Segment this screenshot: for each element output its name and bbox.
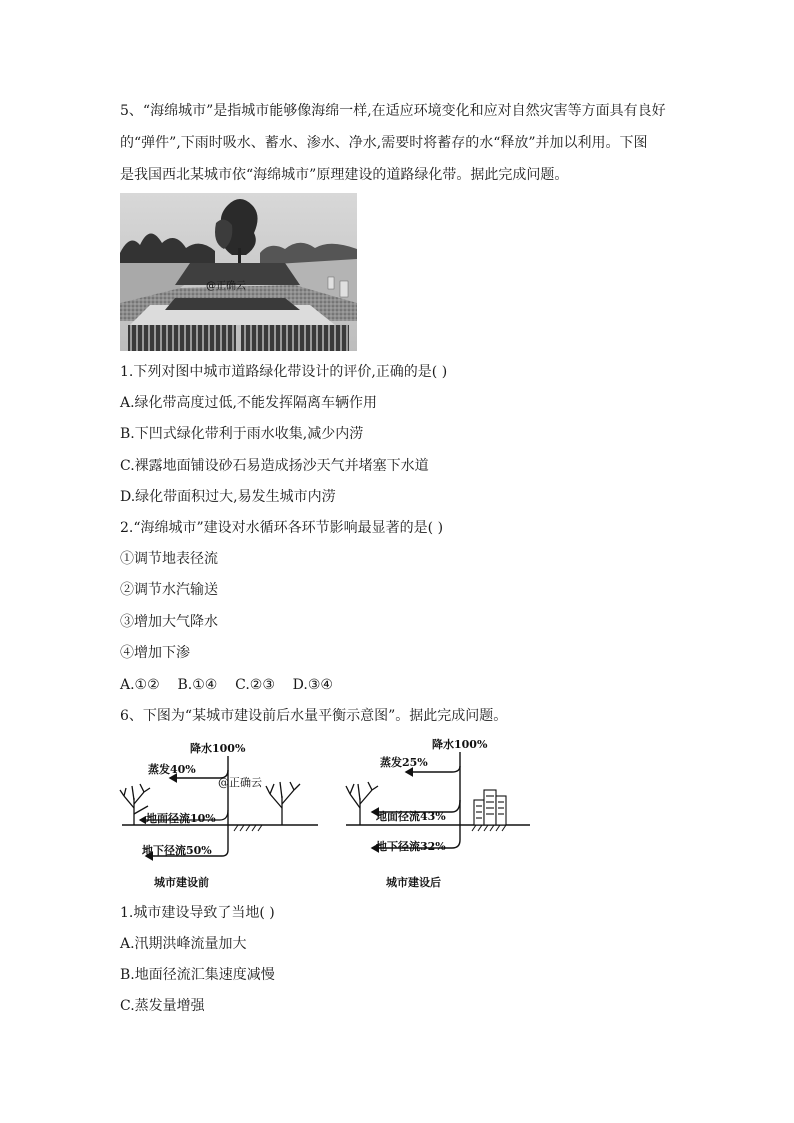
q5-intro-line-3: 是我国西北某城市依“海绵城市”原理建设的道路绿化带。据此完成问题。 [120, 167, 569, 183]
q5-sub2-item-3: ③增加大气降水 [120, 614, 218, 630]
caption-after: 城市建设后 [386, 876, 441, 889]
q6-intro: 6、下图为“某城市建设前后水量平衡示意图”。据此完成问题。 [120, 708, 508, 724]
q6-sub1-option-a: A.汛期洪峰流量加大 [120, 936, 247, 952]
photo-watermark: @正确云 [206, 281, 246, 292]
building-icon [474, 790, 506, 825]
evap-label-before: 蒸发40% [148, 763, 196, 776]
precip-label-after: 降水100% [432, 738, 488, 751]
q5-intro-line-2: 的“弹件”,下雨时吸水、蓄水、渗水、净水,需要时将蓄存的水“释放”并加以利用。下图 [120, 135, 648, 151]
tree-icon [266, 782, 300, 825]
tree-icon [346, 782, 378, 825]
diagram-before [120, 741, 318, 889]
q5-sub1-option-d: D.绿化带面积过大,易发生城市内涝 [120, 489, 336, 505]
q5-sub1-option-a: A.绿化带高度过低,不能发挥隔离车辆作用 [120, 395, 378, 411]
q5-sub2-item-2: ②调节水汽输送 [120, 582, 218, 598]
q5-intro-line-1: 5、“海绵城市”是指城市能够像海绵一样,在适应环境变化和应对自然灾害等方面具有良好 [120, 103, 666, 119]
ground-hatch-before [234, 825, 262, 831]
caption-before: 城市建设前 [154, 876, 209, 889]
q6-sub1-option-c: C.蒸发量增强 [120, 998, 205, 1014]
q5-sub1-stem: 1.下列对图中城市道路绿化带设计的评价,正确的是( ) [120, 364, 448, 380]
q5-sub1-option-b: B.下凹式绿化带利于雨水收集,减少内涝 [120, 426, 364, 442]
underground-label-after: 地下径流32% [376, 840, 446, 853]
q5-sub1-option-c: C.裸露地面铺设砂石易造成扬沙天气并堵塞下水道 [120, 458, 429, 474]
q5-sub2-item-4: ④增加下渗 [120, 645, 190, 661]
precip-label-before: 降水100% [190, 742, 246, 755]
diagram-watermark: @正确云 [218, 776, 262, 789]
surface-label-before: 地面径流10% [146, 812, 216, 825]
ground-hatch-after [472, 825, 506, 831]
underground-label-before: 地下径流50% [142, 844, 212, 857]
green-belt-photo [120, 193, 357, 351]
surface-label-after: 地面径流43% [376, 810, 446, 823]
water-balance-diagram [110, 728, 540, 894]
q6-sub1-option-b: B.地面径流汇集速度减慢 [120, 967, 275, 983]
q5-sub2-stem: 2.“海绵城市”建设对水循环各环节影响最显著的是( ) [120, 520, 444, 536]
q5-sub2-options: A.①② B.①④ C.②③ D.③④ [120, 677, 333, 693]
q5-sub2-item-1: ①调节地表径流 [120, 551, 218, 567]
diagram-after [346, 737, 530, 889]
q6-sub1-stem: 1.城市建设导致了当地( ) [120, 905, 275, 921]
evap-label-after: 蒸发25% [380, 756, 428, 769]
